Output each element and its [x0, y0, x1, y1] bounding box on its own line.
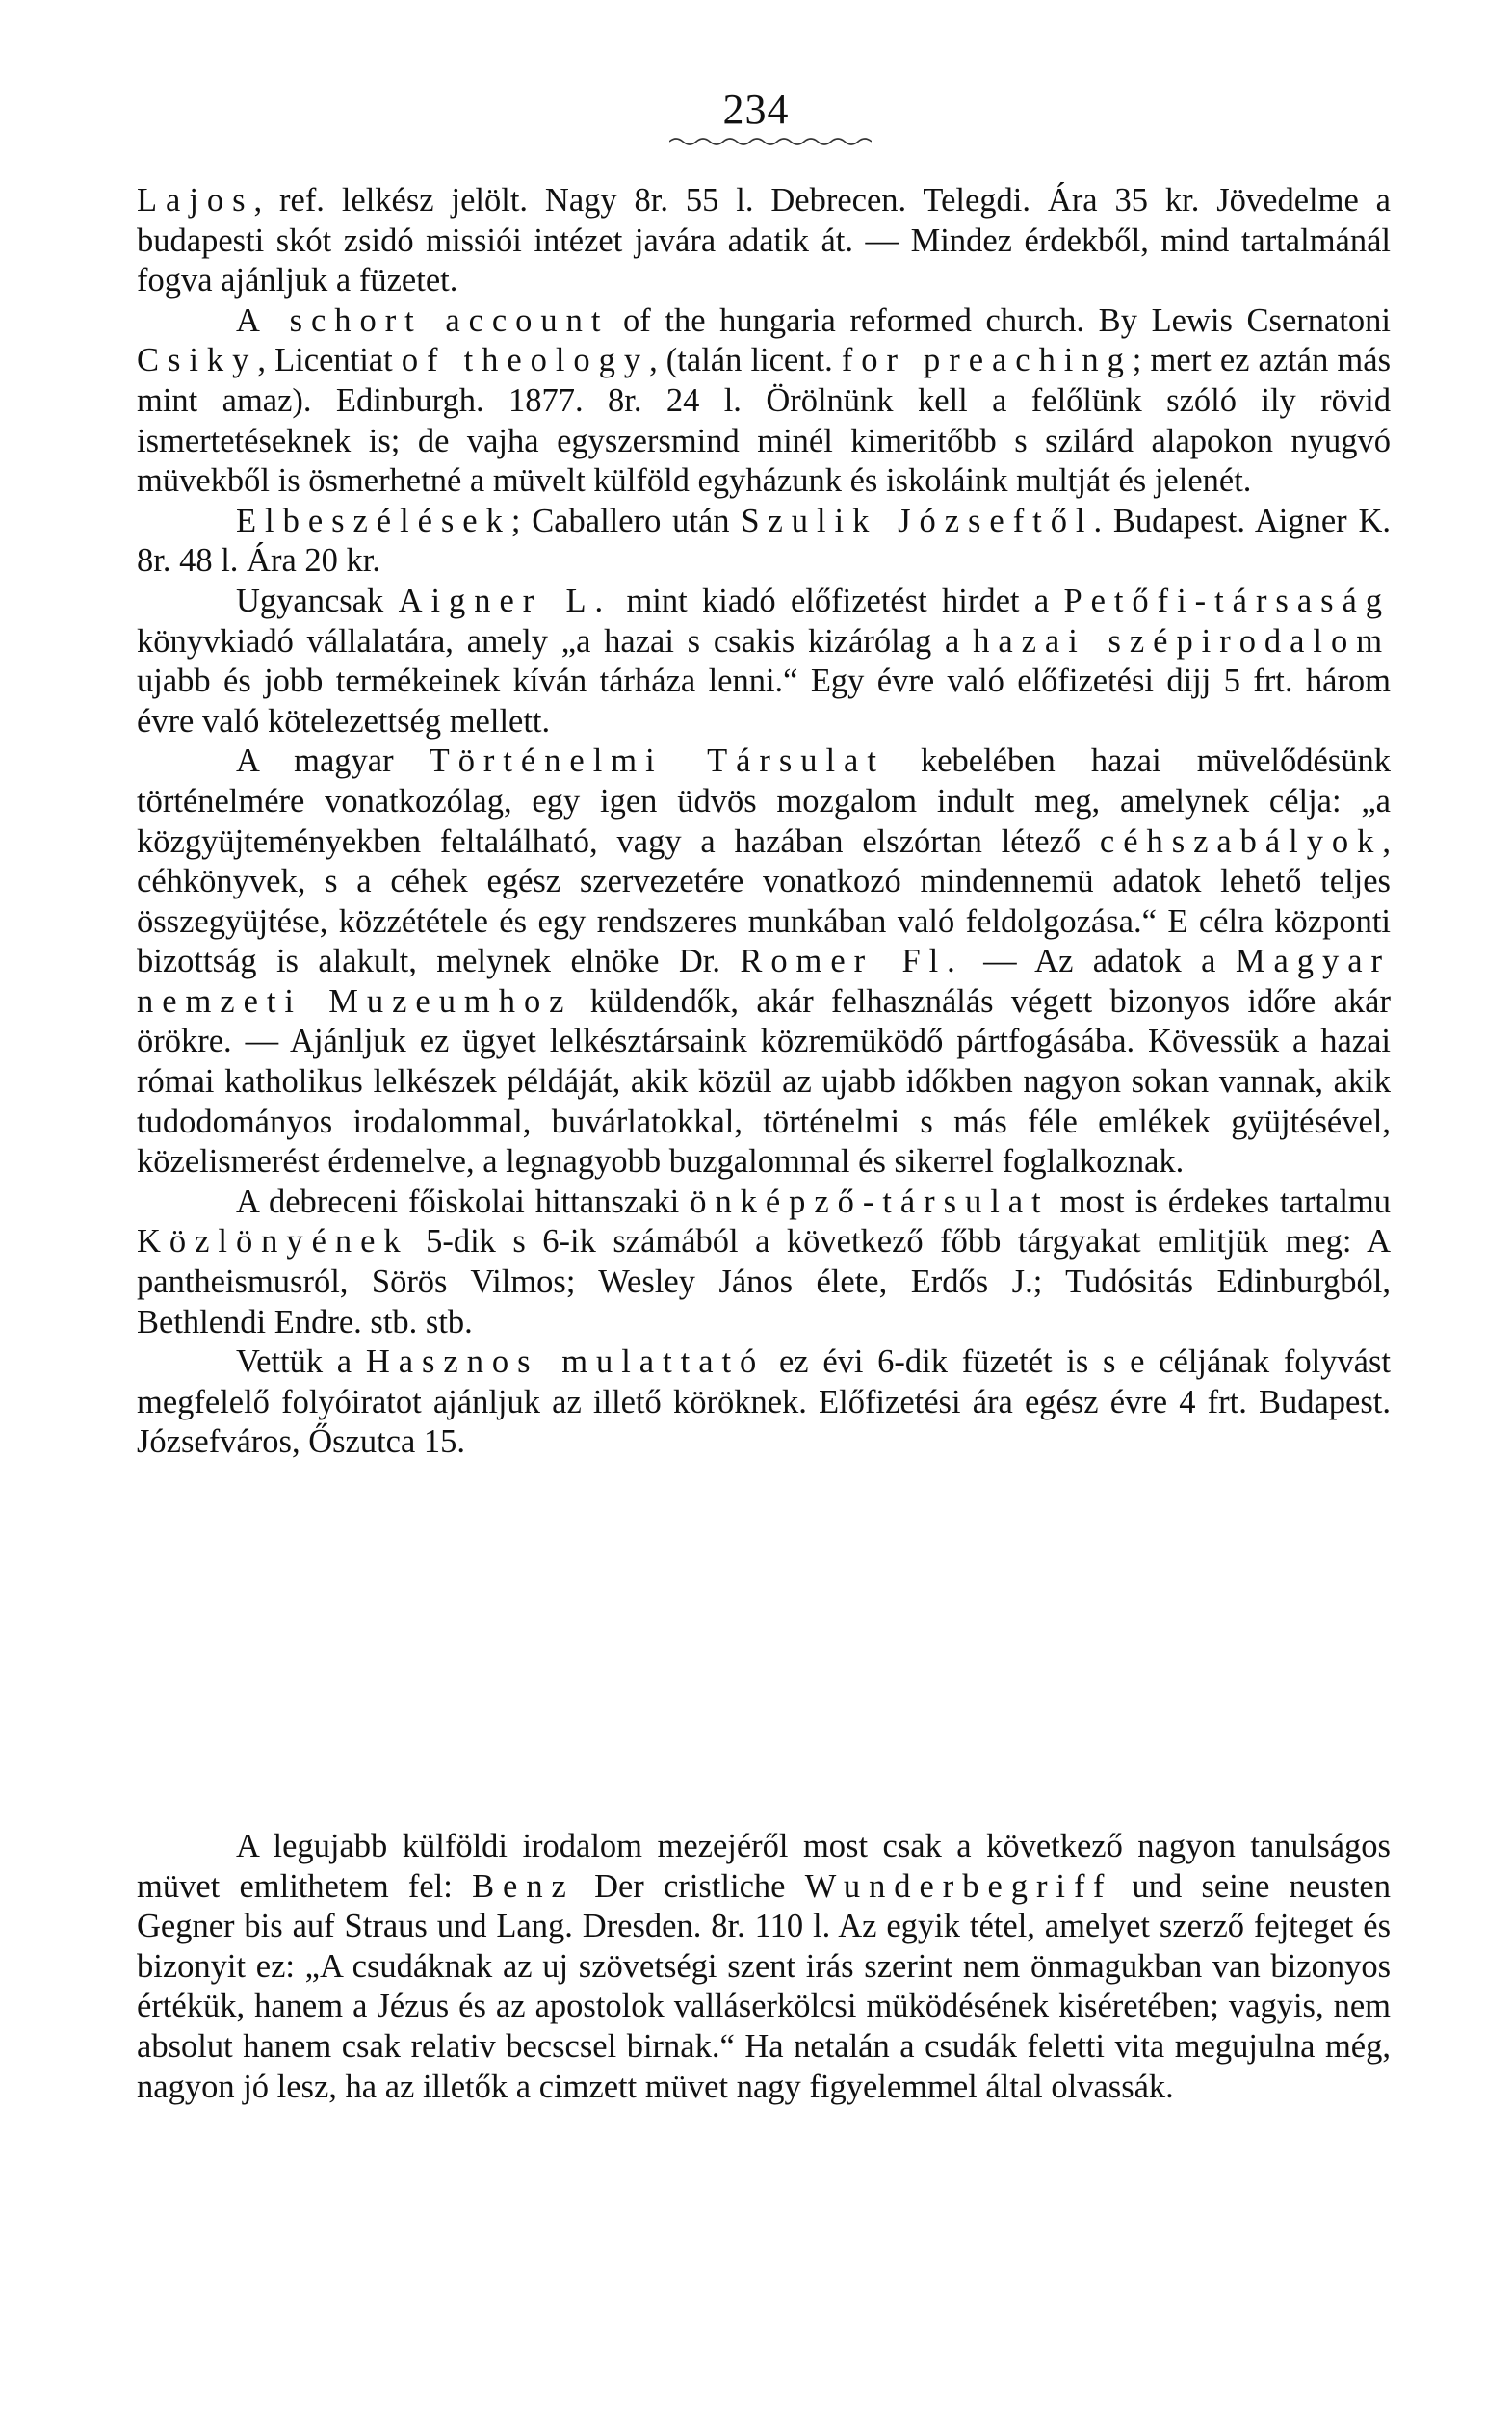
body-text: Der cristliche	[574, 1867, 805, 1905]
body-text: könyvkiadó vállalatára, amely „a hazai s csakis kizárólag a	[137, 622, 974, 660]
body-text: ez évi 6-dik füzetét is s e céljának folyvást megfelelő folyóiratot ajánljuk az illető köröknek. Előfizetési ára egész évre 4 frt. Budapest. Józsefváros, Őszutca 15.	[137, 1343, 1392, 1461]
spaced-emphasis-text: Közlönyének	[137, 1223, 409, 1261]
body-text: , (talán licent.	[649, 342, 842, 379]
body-text: . Budapest. Aigner K. 8r. 48 l. Ára 20 kr.	[137, 502, 1392, 580]
spaced-emphasis-text: Aigner L.	[398, 582, 613, 619]
spaced-emphasis-text: Petőfi-társaság	[1063, 582, 1391, 619]
spaced-emphasis-text: A schort account	[236, 301, 610, 339]
paragraph	[137, 1183, 1391, 1342]
spaced-emphasis-text: Romer Fl.	[740, 943, 964, 980]
body-text: most is érdekes tartalmu	[1049, 1183, 1392, 1220]
paragraph	[137, 582, 1391, 742]
body-text: , ref. lelkész jelölt. Nagy 8r. 55 l. Debrecen. Telegdi. Ára 35 kr. Jövedelme a budapesti skót zsidó missiói intézet javára adatik át. — Mindez érdekből, mind tartalmánál fogva ajánljuk a füzetet.	[137, 182, 1391, 299]
spaced-emphasis-text: Történelmi Társulat	[429, 742, 885, 780]
page-number: 234	[722, 86, 790, 133]
body-text: 5-dik s 6-ik számából a következő főbb tárgyakat emlitjük meg: A pantheismusról, Sörös Vilmos; Wesley János élete, Erdős J.; Tudósitás Edinburgból, Bethlendi Endre. stb. stb.	[137, 1223, 1391, 1341]
spaced-emphasis-text: Csiky	[137, 342, 258, 379]
body-text: of the hungaria reformed church. By Lewis Csernatoni	[609, 301, 1391, 339]
body-text: , Licentiat	[257, 342, 402, 379]
ornament-rule	[669, 135, 872, 148]
body-text: Vettük a	[236, 1343, 366, 1381]
body-text: A legujabb külföldi irodalom mezejéről most csak a következő nagyon tanulságos müvet emlithetem fel:	[137, 1828, 1391, 1905]
spaced-emphasis-text: Elbeszélések	[236, 502, 511, 539]
spaced-emphasis-text: céhszabályok	[1099, 822, 1383, 860]
spaced-emphasis-text: of theology	[401, 342, 650, 379]
paragraph	[137, 1342, 1391, 1463]
body-text: ujabb és jobb termékeinek kíván tárháza lenni.“ Egy évre való előfizetési dijj 5 frt. három évre való kötelezettség mellett.	[137, 663, 1391, 740]
body-text: ; Caballero után	[510, 502, 742, 539]
spaced-emphasis-text: Wunderbegriff	[804, 1867, 1113, 1905]
text-block-lower	[137, 1827, 1391, 2107]
paragraph	[137, 301, 1391, 502]
spaced-emphasis-text: Szulik Józseftől	[741, 502, 1094, 539]
paragraph	[137, 502, 1391, 582]
body-text: ; mert ez aztán más mint amaz). Edinburgh. 1877. 8r. 24 l. Örölnünk kell a felőlünk szóló ily rövid ismertetéseknek is; de vajha egyszersmind minél kimeritőbb s szilárd alapokon nyugvó müvekből is ösmerhetné a müvelt külföld egyházunk és iskoláink multját és jelenét.	[137, 342, 1392, 500]
spaced-emphasis-text: Lajos	[137, 182, 254, 219]
body-text: küldendők, akár felhasználás végett bizonyos időre akár örökre. — Ajánljuk ez ügyet lelkésztársaink közremüködő pártfogásába. Kövessük a hazai római katholikus lelkészek példáját, akik közül az ujabb időkben nagyon sokan vannak, akik tudodományos irodalommal, buvárlatokkal, történelmi s más féle emlékek gyüjtésével, közelismerést érdemelve, a legnagyobb buzgalommal és sikerrel foglalkoznak.	[137, 982, 1391, 1181]
paragraph	[137, 181, 1391, 301]
body-text: und seine neusten Gegner bis auf Straus und Lang. Dresden. 8r. 110 l. Az egyik tétel, amelyet szerző fejteget és bizonyit ez: „A csudáknak az uj szövetségi szent irás szerint nem önmagukban van bizonyos értékük, hanem a Jézus és az apostolok valláserkölcsi müködésének kiséretében; vagyis, nem absolut hanem csak relativ becscsel birnak.“ Ha netalán a csudák feletti vita megujulna még, nagyon jó lesz, ha az illetők a cimzett müvet nagy figyelemmel által olvassák.	[137, 1867, 1391, 2105]
spaced-emphasis-text: önképző-társulat	[690, 1183, 1050, 1220]
body-text: , céhkönyvek, s a céhek egész szervezetére vonatkozó mindennemü adatok lehető teljes összegyüjtése, közzététele és egy rendszeres munkában való feldolgozása.“ E célra központi bizottság is alakult, melynek elnöke Dr.	[137, 822, 1391, 980]
body-text: A debreceni főiskolai hittanszaki	[236, 1183, 691, 1220]
paragraph	[137, 742, 1391, 1183]
spaced-emphasis-text: Hasznos mulattató	[365, 1343, 766, 1381]
body-text: kebelében hazai müvelődésünk történelmére vonatkozólag, egy igen üdvös mozgalom indult meg, amelynek célja: „a közgyüjteményekben feltalálható, vagy a hazában elszórtan létező	[137, 742, 1391, 860]
spaced-emphasis-text: Magyar nemzeti Muzeumhoz	[137, 943, 1391, 1020]
spaced-emphasis-text: hazai szépirodalom	[973, 622, 1391, 660]
text-block-upper	[137, 181, 1391, 1463]
body-text: A magyar	[236, 742, 430, 780]
body-text: — Az adatok a	[963, 943, 1236, 980]
body-text: mint kiadó előfizetést hirdet a	[612, 582, 1064, 619]
spaced-emphasis-text: Benz	[472, 1867, 575, 1905]
paragraph	[137, 1827, 1391, 2107]
spaced-emphasis-text: for preaching	[841, 342, 1133, 379]
body-text: Ugyancsak	[236, 582, 399, 619]
